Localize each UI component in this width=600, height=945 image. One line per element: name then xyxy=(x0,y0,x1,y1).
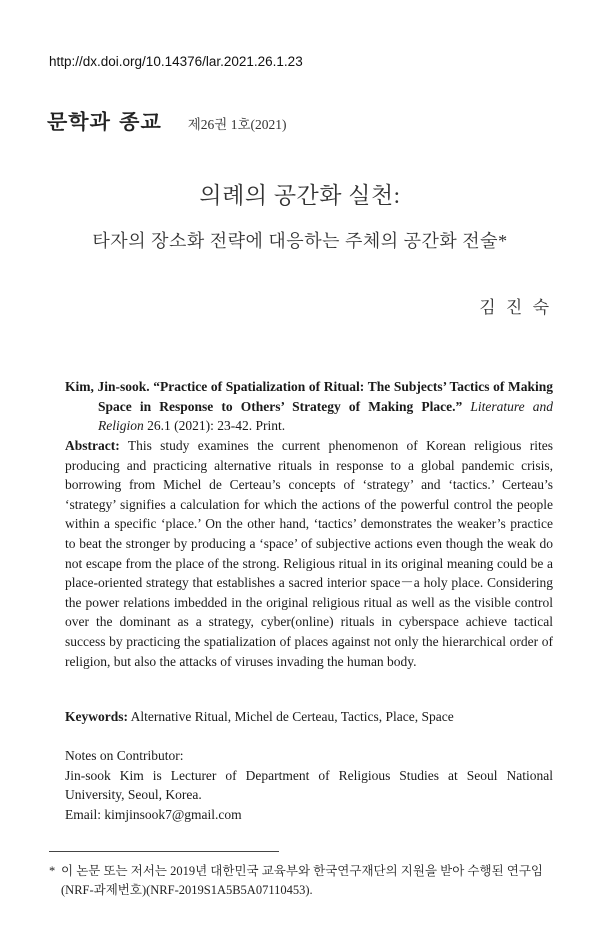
keywords-label: Keywords: xyxy=(65,709,128,724)
footnote xyxy=(49,862,559,900)
paper-author: 김 진 숙 xyxy=(479,298,552,317)
journal-logo: 문학과 종교 xyxy=(47,110,162,134)
paper-title: 의례의 공간화 실천: xyxy=(199,183,401,208)
abstract-text: This study examines the current phenomenon of Korean religious rites producing and practicing alternative rituals in response to a global pandemic crisis, borrowing from Michel de Certeau’s concepts of ‘strategy’ and ‘tactics.’ Certeau’s ‘strategy’ signifies a calculation for which the actions of the powerful control the people within a specific ‘place.’ On the other hand, ‘tactics’ demonstrates the weaker’s practice to beat the stronger by producing a ‘space’ of subjective actions even though the weak do not escape from the place of the strong. Religious ritual in its original meaning could be a place-oriented strategy that establishes a sacred interior space－a holy place. Considering the power relations imbedded in the original religious ritual as well as the visible control over the dominant as a strategy, cyber(online) rituals in cyberspace achieve tactical success by practicing the spatialization of places against not only the hierarchical order of religion, but also the attacks of viruses invading the human body. xyxy=(65,438,553,669)
keywords-text: Alternative Ritual, Michel de Certeau, Tactics, Place, Space xyxy=(130,709,454,724)
citation-details: 26.1 (2021): 23-42. Print. xyxy=(147,418,286,434)
citation-journal-name: Literature and Religion xyxy=(98,398,554,434)
footnote-line-1: 이 논문 또는 저서는 2019년 대한민국 교육부와 한국연구재단의 지원을 받아 수행된 연구임 xyxy=(61,864,544,878)
journal-volume: 제26권 1호(2021) xyxy=(187,117,287,132)
contributor-email[interactable]: Email: kimjinsook7@gmail.com xyxy=(65,806,242,822)
citation-article-title: “Practice of Spatialization of Ritual: The Subjects’ Tactics of Making Space in Response to Others’ Strategy of Making Place.” xyxy=(98,379,554,414)
contributor-heading: Notes on Contributor: xyxy=(65,748,184,763)
paper-subtitle: 타자의 장소화 전략에 대응하는 주체의 공간화 전술* xyxy=(92,231,508,251)
doi-link[interactable]: http://dx.doi.org/10.14376/lar.2021.26.1.23 xyxy=(49,54,303,69)
citation-authors: Kim, Jin-sook. xyxy=(65,379,150,394)
keywords xyxy=(65,707,553,727)
citation xyxy=(65,377,553,436)
contributor-bio: Jin-sook Kim is Lecturer of Department of Religious Studies at Seoul National University, Seoul, Korea. xyxy=(65,767,553,803)
footnote-line-2: (NRF-과제번호)(NRF-2019S1A5B5A07110453). xyxy=(61,883,313,897)
journal-header xyxy=(47,106,287,136)
footnote-divider xyxy=(49,851,279,852)
abstract-label: Abstract: xyxy=(65,438,120,453)
contributor-notes xyxy=(65,746,553,824)
footnote-mark: * xyxy=(49,864,56,878)
abstract xyxy=(65,436,553,671)
